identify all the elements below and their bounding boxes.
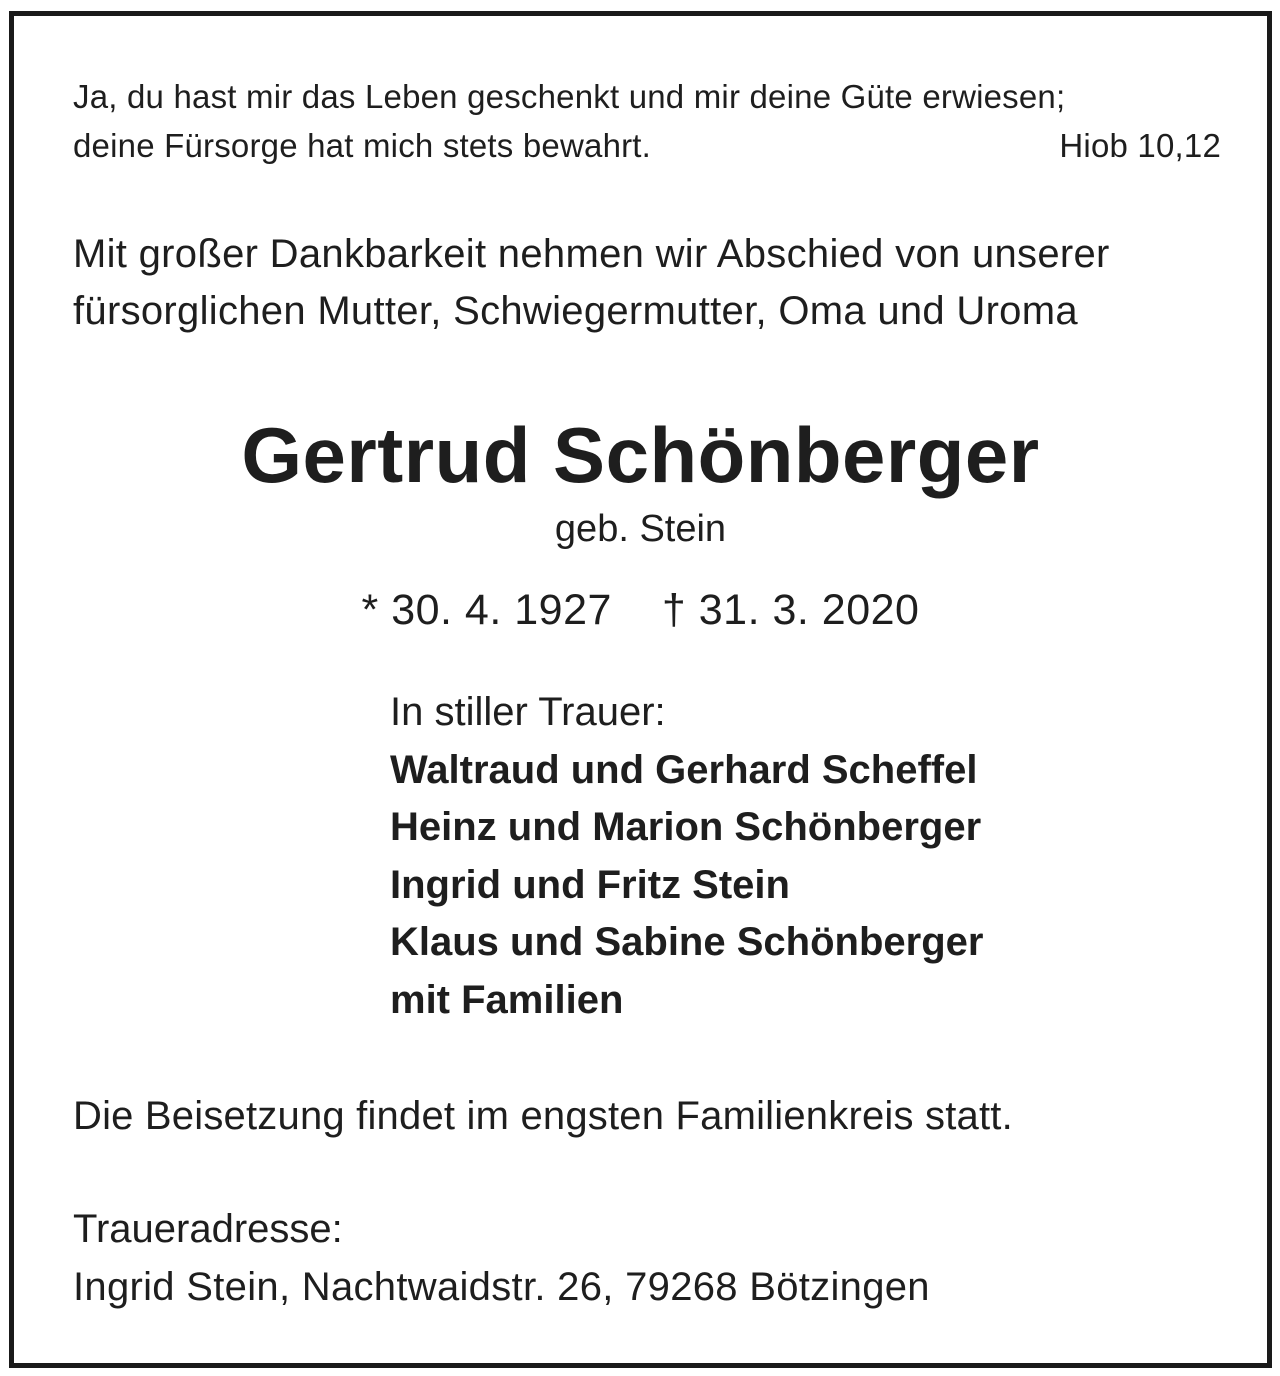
- verse-line-2: deine Fürsorge hat mich stets bewahrt.: [73, 127, 652, 164]
- intro-line-2: fürsorglichen Mutter, Schwiegermutter, Oma und Uroma: [73, 289, 1078, 333]
- intro-line-1: Mit großer Dankbarkeit nehmen wir Abschied von unserer: [73, 232, 1110, 276]
- obituary-notice: [9, 11, 1272, 1368]
- deceased-name: Gertrud Schönberger: [241, 411, 1040, 499]
- mourner-name: Waltraud und Gerhard Scheffel: [390, 748, 978, 792]
- address-value: Ingrid Stein, Nachtwaidstr. 26, 79268 Bötzingen: [73, 1265, 930, 1309]
- verse-line-1: Ja, du hast mir das Leben geschenkt und mir deine Güte erwiesen;: [73, 78, 1066, 115]
- address-label: Traueradresse:: [73, 1207, 343, 1251]
- mourners-heading: In stiller Trauer:: [390, 690, 666, 734]
- mourner-families: mit Familien: [390, 978, 624, 1022]
- verse-reference: Hiob 10,12: [1059, 127, 1221, 164]
- birth-date: * 30. 4. 1927: [361, 586, 612, 634]
- mourner-name: Klaus und Sabine Schönberger: [390, 920, 984, 964]
- mourner-name: Ingrid und Fritz Stein: [390, 863, 790, 907]
- maiden-name: geb. Stein: [554, 508, 727, 550]
- life-dates: [14, 586, 1267, 634]
- burial-note: Die Beisetzung findet im engsten Familienkreis statt.: [73, 1094, 1013, 1138]
- mourner-name: Heinz und Marion Schönberger: [390, 805, 982, 849]
- death-date: † 31. 3. 2020: [661, 586, 920, 634]
